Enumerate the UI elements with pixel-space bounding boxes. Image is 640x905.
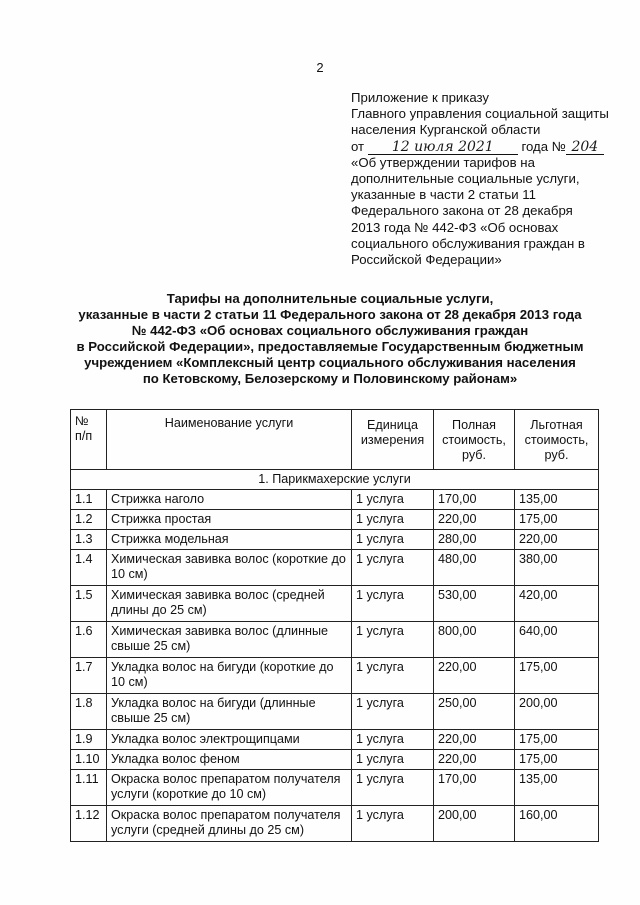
title-line: указанные в части 2 статьи 11 Федерального закона от 28 декабря 2013 года xyxy=(78,307,582,322)
cell-pref-price: 175,00 xyxy=(515,510,599,530)
cell-num: 1.6 xyxy=(71,622,107,658)
cell-name: Укладка волос электрощипцами xyxy=(107,730,352,750)
cell-full-price: 480,00 xyxy=(434,550,515,586)
cell-name: Окраска волос препаратом получателя услуги (короткие до 10 см) xyxy=(107,770,352,806)
cell-unit: 1 услуга xyxy=(352,750,434,770)
title-line: по Кетовскому, Белозерскому и Половинскому районам» xyxy=(142,371,518,386)
tariffs-table xyxy=(70,409,599,842)
cell-full-price: 200,00 xyxy=(434,806,515,842)
title-line: Тарифы на дополнительные социальные услуги, xyxy=(166,291,494,306)
cell-num: 1.5 xyxy=(71,586,107,622)
appendix-desc-line: Федерального закона от 28 декабря xyxy=(351,203,573,219)
cell-unit: 1 услуга xyxy=(352,730,434,750)
table-row xyxy=(71,586,599,622)
cell-full-price: 530,00 xyxy=(434,586,515,622)
cell-unit: 1 услуга xyxy=(352,586,434,622)
cell-full-price: 280,00 xyxy=(434,530,515,550)
cell-num: 1.2 xyxy=(71,510,107,530)
date-prefix: от xyxy=(351,138,365,154)
cell-unit: 1 услуга xyxy=(352,550,434,586)
cell-unit: 1 услуга xyxy=(352,694,434,730)
appendix-desc-line: «Об утверждении тарифов на xyxy=(351,154,535,170)
table-row xyxy=(71,658,599,694)
cell-full-price: 250,00 xyxy=(434,694,515,730)
cell-num: 1.9 xyxy=(71,730,107,750)
appendix-desc-line: дополнительные социальные услуги, xyxy=(351,171,580,187)
handwritten-date: 12 июля 2021 xyxy=(368,141,518,155)
table-row xyxy=(71,622,599,658)
cell-pref-price: 220,00 xyxy=(515,530,599,550)
cell-num: 1.3 xyxy=(71,530,107,550)
cell-full-price: 220,00 xyxy=(434,510,515,530)
cell-full-price: 220,00 xyxy=(434,730,515,750)
appendix-desc-line: указанные в части 2 статьи 11 xyxy=(351,187,536,203)
cell-name: Химическая завивка волос (длинные свыше 25 см) xyxy=(107,622,352,658)
cell-full-price: 800,00 xyxy=(434,622,515,658)
cell-name: Окраска волос препаратом получателя услуги (средней длины до 25 см) xyxy=(107,806,352,842)
cell-name: Укладка волос на бигуди (длинные свыше 25 см) xyxy=(107,694,352,730)
cell-full-price: 170,00 xyxy=(434,490,515,510)
cell-pref-price: 175,00 xyxy=(515,658,599,694)
cell-pref-price: 380,00 xyxy=(515,550,599,586)
table-row xyxy=(71,730,599,750)
cell-unit: 1 услуга xyxy=(352,770,434,806)
cell-unit: 1 услуга xyxy=(352,510,434,530)
cell-pref-price: 175,00 xyxy=(515,750,599,770)
table-row xyxy=(71,490,599,510)
cell-name: Стрижка простая xyxy=(107,510,352,530)
cell-name: Стрижка модельная xyxy=(107,530,352,550)
header-name: Наименование услуги xyxy=(107,410,352,470)
header-unit: Единица измерения xyxy=(352,410,434,470)
cell-num: 1.4 xyxy=(71,550,107,586)
title-line: учреждением «Комплексный центр социального обслуживания населения xyxy=(84,355,576,370)
table-row xyxy=(71,770,599,806)
header-num: № п/п xyxy=(71,410,107,470)
year-suffix: года № xyxy=(521,138,566,154)
cell-full-price: 170,00 xyxy=(434,770,515,806)
cell-unit: 1 услуга xyxy=(352,806,434,842)
cell-pref-price: 160,00 xyxy=(515,806,599,842)
table-row xyxy=(71,530,599,550)
section-title: 1. Парикмахерские услуги xyxy=(71,470,599,490)
title-line: в Российской Федерации», предоставляемые Государственным бюджетным xyxy=(76,339,584,354)
cell-num: 1.7 xyxy=(71,658,107,694)
cell-pref-price: 640,00 xyxy=(515,622,599,658)
cell-num: 1.1 xyxy=(71,490,107,510)
cell-pref-price: 135,00 xyxy=(515,490,599,510)
appendix-block xyxy=(351,90,626,268)
appendix-line: населения Курганской области xyxy=(351,122,541,138)
appendix-desc-line: социального обслуживания граждан в xyxy=(351,235,585,251)
cell-num: 1.12 xyxy=(71,806,107,842)
table-row xyxy=(71,750,599,770)
table-row xyxy=(71,806,599,842)
handwritten-number: 204 xyxy=(566,141,604,155)
cell-name: Стрижка наголо xyxy=(107,490,352,510)
cell-full-price: 220,00 xyxy=(434,750,515,770)
table-header-row xyxy=(71,410,599,470)
header-full-price: Полная стоимость, руб. xyxy=(434,410,515,470)
cell-pref-price: 175,00 xyxy=(515,730,599,750)
appendix-line: Приложение к приказу xyxy=(351,90,490,105)
title-line: № 442-ФЗ «Об основах социального обслуживания граждан xyxy=(131,323,529,338)
cell-pref-price: 135,00 xyxy=(515,770,599,806)
cell-full-price: 220,00 xyxy=(434,658,515,694)
document-title xyxy=(60,291,600,387)
table-row xyxy=(71,694,599,730)
cell-pref-price: 420,00 xyxy=(515,586,599,622)
page-number: 2 xyxy=(316,60,324,75)
cell-pref-price: 200,00 xyxy=(515,694,599,730)
appendix-line: Главного управления социальной защиты xyxy=(351,106,609,122)
cell-unit: 1 услуга xyxy=(352,658,434,694)
cell-num: 1.11 xyxy=(71,770,107,806)
cell-unit: 1 услуга xyxy=(352,490,434,510)
cell-unit: 1 услуга xyxy=(352,622,434,658)
header-pref-price: Льготная стоимость, руб. xyxy=(515,410,599,470)
table-row xyxy=(71,550,599,586)
appendix-desc-line: Российской Федерации» xyxy=(351,252,502,268)
section-row xyxy=(71,470,599,490)
cell-num: 1.10 xyxy=(71,750,107,770)
cell-name: Химическая завивка волос (средней длины до 25 см) xyxy=(107,586,352,622)
cell-name: Укладка волос на бигуди (короткие до 10 см) xyxy=(107,658,352,694)
appendix-desc-line: 2013 года № 442-ФЗ «Об основах xyxy=(351,219,559,235)
cell-name: Укладка волос феном xyxy=(107,750,352,770)
cell-unit: 1 услуга xyxy=(352,530,434,550)
appendix-date-line xyxy=(351,139,626,155)
cell-name: Химическая завивка волос (короткие до 10 см) xyxy=(107,550,352,586)
table-row xyxy=(71,510,599,530)
cell-num: 1.8 xyxy=(71,694,107,730)
